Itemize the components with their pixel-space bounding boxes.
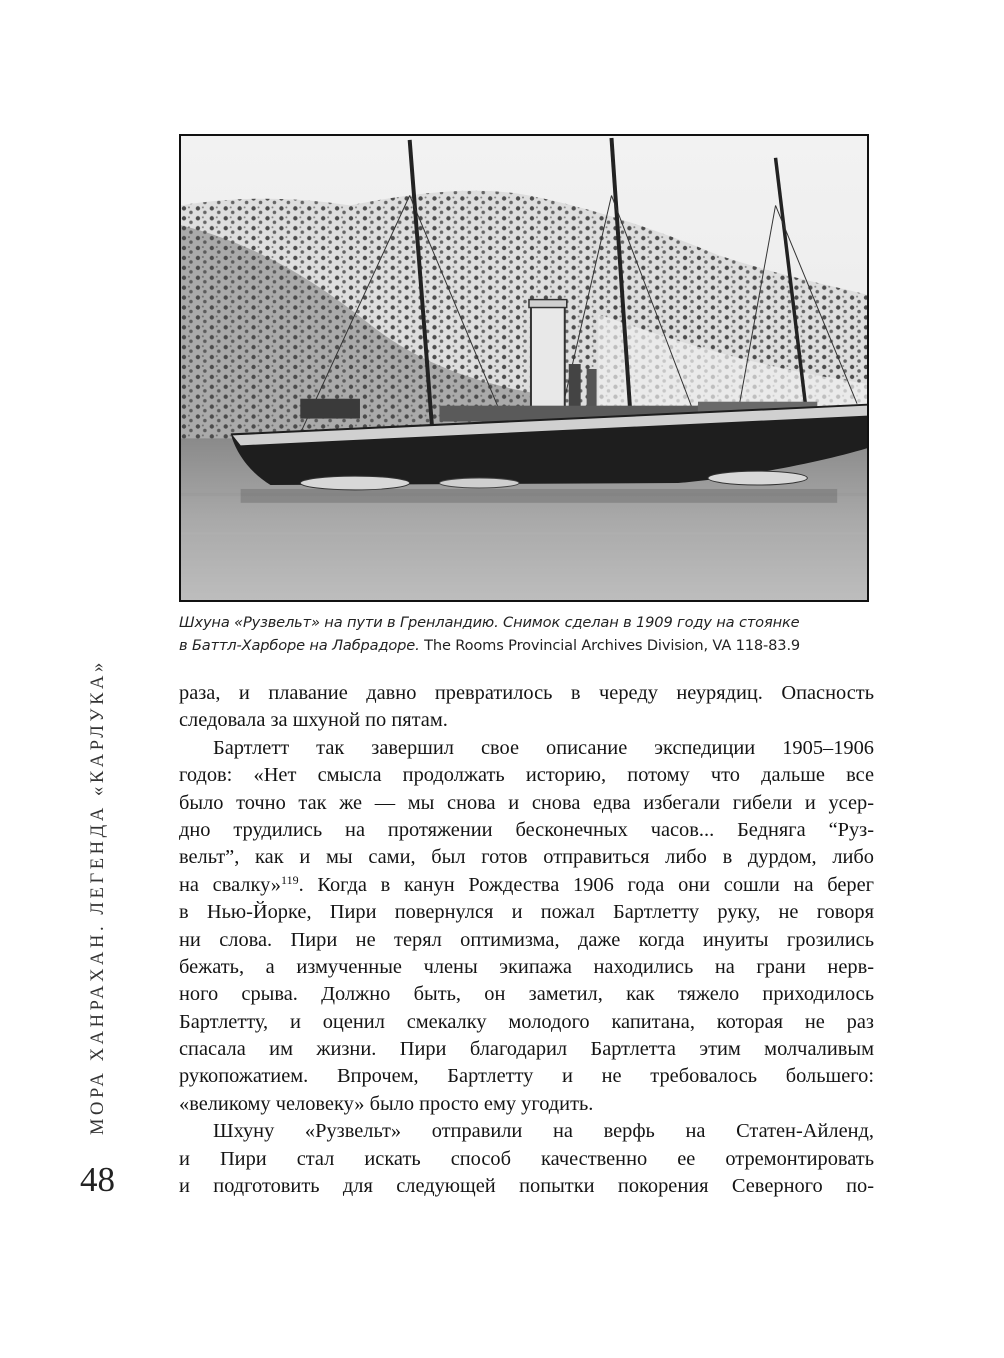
caption-line-2 [179, 634, 879, 657]
body-line-4: годов: «Нет смысла продолжать историю, потому что дальше все [179, 764, 874, 787]
body-line-8-start: на свалку» [179, 873, 282, 896]
running-head: МОРА ХАНРАХАН. ЛЕГЕНДА «КАРЛУКА» [88, 659, 108, 1135]
body-line-14: спасала им жизни. Пири благодарил Бартлетта этим молчаливым [179, 1038, 874, 1061]
ship-photo-illustration [181, 136, 867, 600]
body-line-17: Шхуну «Рузвельт» отправили на верфь на Статен-Айленд, [213, 1120, 874, 1143]
body-line-3: Бартлетт так завершил свое описание экспедиции 1905–1906 [213, 736, 874, 759]
body-line-9: в Нью-Йорке, Пири повернулся и пожал Бартлетту руку, не говоря [179, 901, 874, 924]
body-line-19: и подготовить для следующей попытки покорения Северного по- [179, 1175, 874, 1198]
body-line-13: Бартлетту, и оценил смекалку молодого капитана, которая не раз [179, 1010, 874, 1033]
body-line-10: ни слова. Пири не терял оптимизма, даже когда инуиты грозились [179, 928, 874, 951]
body-text [179, 680, 874, 1200]
body-line-5: было точно так же — мы снова и снова едва избегали гибели и усер- [179, 791, 874, 814]
footnote-ref: 119 [281, 872, 299, 887]
body-line-11: бежать, а измученные члены экипажа находились на грани нерв- [179, 955, 874, 978]
caption-source: The Rooms Provincial Archives Division, VA 118-83.9 [419, 637, 801, 654]
body-line-18: и Пири стал искать способ качественно ее отремонтировать [179, 1147, 874, 1170]
caption-line-1 [179, 611, 879, 634]
body-line-7: вельт”, как и мы сами, был готов отправиться либо в дурдом, либо [179, 846, 874, 869]
body-line-12: ного срыва. Должно быть, он заметил, как тяжело приходилось [179, 983, 874, 1006]
photo-caption [179, 611, 879, 657]
caption-line-2-text: в Баттл-Харборе на Лабрадоре. [179, 637, 420, 654]
body-line-16: «великому человеку» было просто ему угодить. [179, 1092, 594, 1115]
body-line-8-end: . Когда в канун Рождества 1906 года они сошли на берег [298, 873, 874, 896]
body-line-6: дно трудились на протяжении бесконечных часов... Бедняга “Руз- [179, 818, 874, 841]
body-line-8 [179, 872, 874, 899]
body-line-1: раза, и плавание давно превратилось в череду неурядиц. Опасность [179, 682, 874, 704]
body-line-15: рукопожатием. Впрочем, Бартлетту и не требовалось большего: [179, 1065, 874, 1088]
body-line-2: следовала за шхуной по пятам. [179, 709, 448, 732]
caption-line-1-text: Шхуна «Рузвельт» на пути в Гренландию. Снимок сделан в 1909 году на стоянке [179, 614, 800, 631]
page-number: 48 [80, 1160, 115, 1199]
ship-photograph [179, 134, 869, 602]
